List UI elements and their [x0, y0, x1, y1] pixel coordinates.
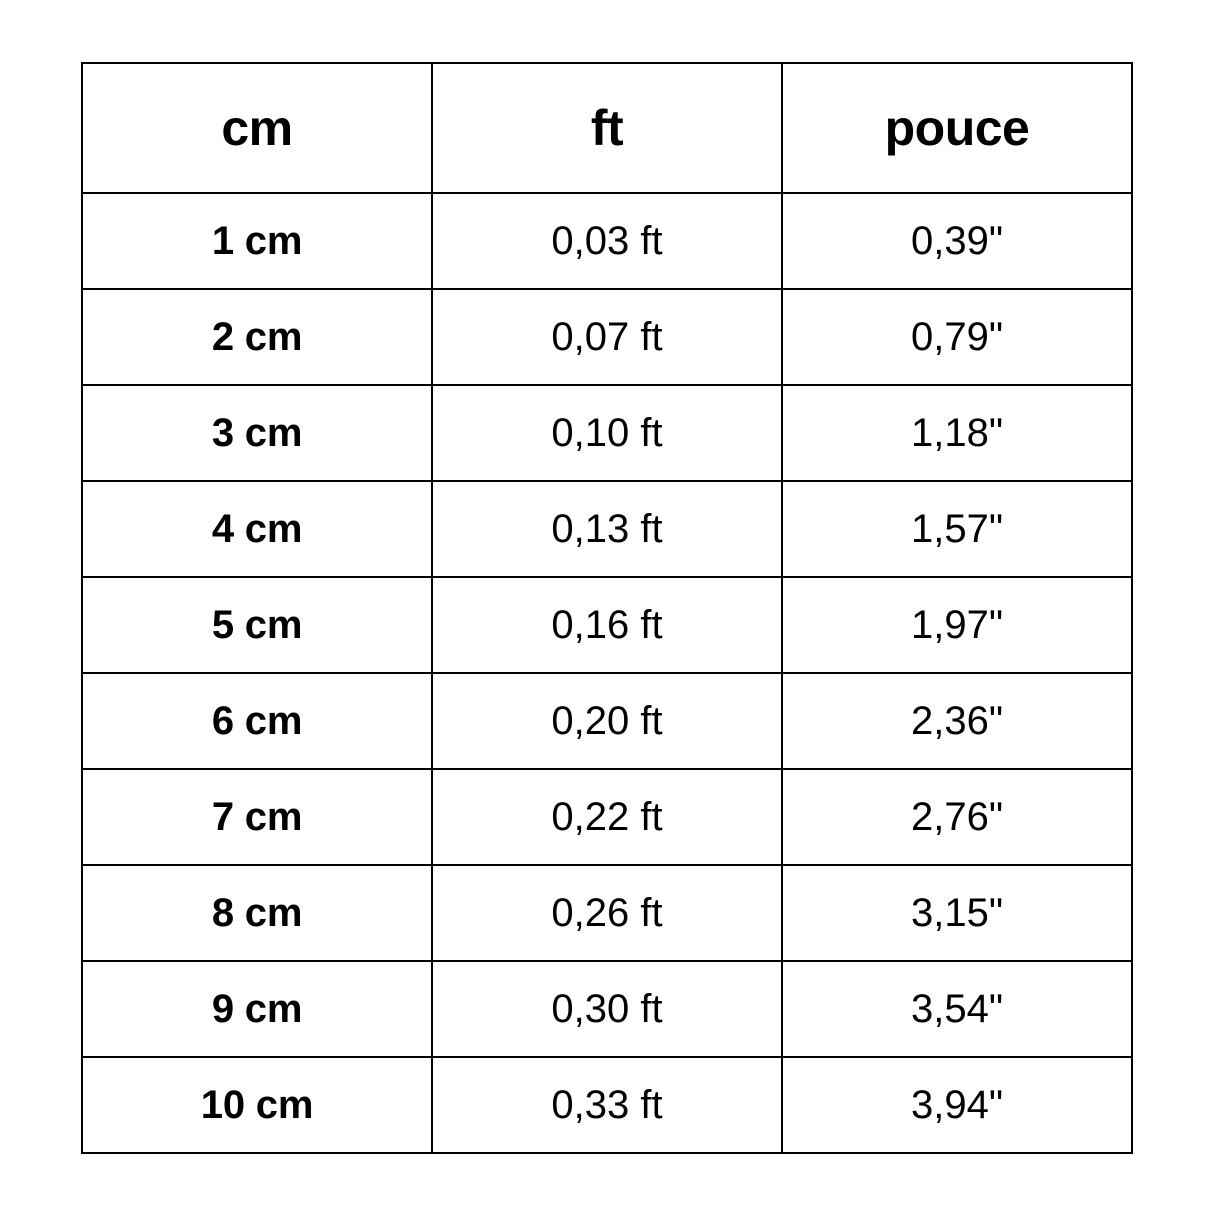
- cell-cm: 7 cm: [82, 769, 432, 865]
- cell-cm: 6 cm: [82, 673, 432, 769]
- cell-pouce: 3,54": [782, 961, 1132, 1057]
- cell-ft: 0,13 ft: [432, 481, 782, 577]
- cell-ft: 0,03 ft: [432, 193, 782, 289]
- table-row: [82, 481, 1132, 577]
- cell-ft: 0,20 ft: [432, 673, 782, 769]
- column-header-cm: cm: [82, 63, 432, 193]
- cell-pouce: 1,57": [782, 481, 1132, 577]
- table-row: [82, 385, 1132, 481]
- cell-cm: 10 cm: [82, 1057, 432, 1153]
- cell-cm: 1 cm: [82, 193, 432, 289]
- column-header-ft: ft: [432, 63, 782, 193]
- table-row: [82, 961, 1132, 1057]
- table-row: [82, 673, 1132, 769]
- cell-cm: 4 cm: [82, 481, 432, 577]
- cell-cm: 8 cm: [82, 865, 432, 961]
- cell-pouce: 1,18": [782, 385, 1132, 481]
- table-header-row: [82, 63, 1132, 193]
- column-header-pouce: pouce: [782, 63, 1132, 193]
- cell-ft: 0,30 ft: [432, 961, 782, 1057]
- table-row: [82, 577, 1132, 673]
- cell-pouce: 1,97": [782, 577, 1132, 673]
- cell-ft: 0,16 ft: [432, 577, 782, 673]
- table-row: [82, 289, 1132, 385]
- cell-ft: 0,22 ft: [432, 769, 782, 865]
- cell-cm: 3 cm: [82, 385, 432, 481]
- cm-to-ft-inch-table: [81, 62, 1133, 1154]
- table-header: [82, 63, 1132, 193]
- cell-pouce: 3,94": [782, 1057, 1132, 1153]
- cell-pouce: 3,15": [782, 865, 1132, 961]
- cell-cm: 2 cm: [82, 289, 432, 385]
- cell-ft: 0,33 ft: [432, 1057, 782, 1153]
- cell-ft: 0,07 ft: [432, 289, 782, 385]
- table-row: [82, 1057, 1132, 1153]
- cell-cm: 5 cm: [82, 577, 432, 673]
- table-body: [82, 193, 1132, 1153]
- cell-pouce: 0,39": [782, 193, 1132, 289]
- cell-ft: 0,26 ft: [432, 865, 782, 961]
- cell-pouce: 2,36": [782, 673, 1132, 769]
- cell-pouce: 0,79": [782, 289, 1132, 385]
- cell-cm: 9 cm: [82, 961, 432, 1057]
- table-row: [82, 193, 1132, 289]
- cell-ft: 0,10 ft: [432, 385, 782, 481]
- cell-pouce: 2,76": [782, 769, 1132, 865]
- table-row: [82, 769, 1132, 865]
- table-row: [82, 865, 1132, 961]
